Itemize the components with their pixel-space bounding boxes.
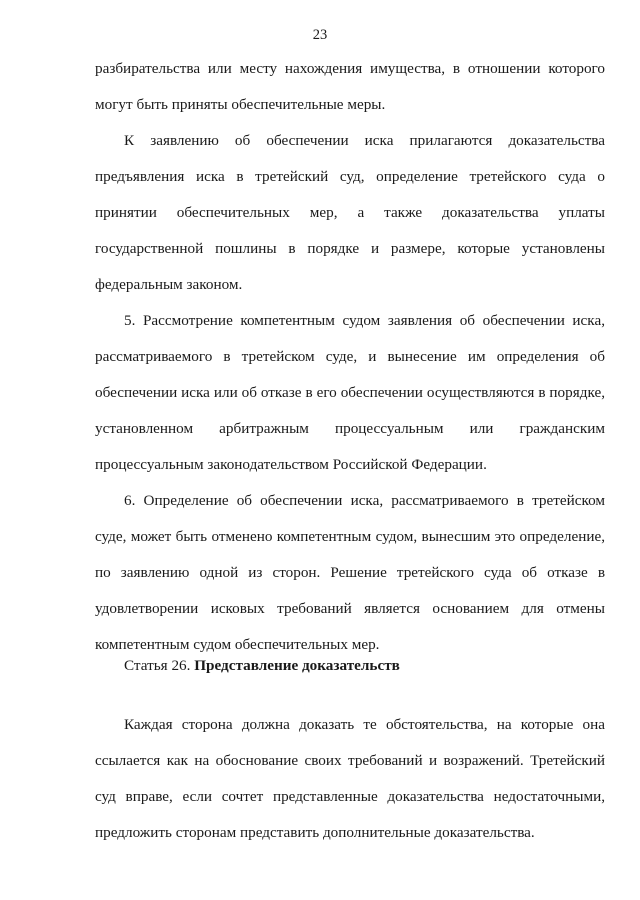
paragraph-item-5: 5. Рассмотрение компетентным судом заявления об обеспечении иска, рассматриваемого в третейском суде, и вынесение им определения об обеспечении иска или об отказе в его обеспечении осуществляются в порядке, установленном арбитражным процессуальным или гражданским процессуальным законодательством Российской Федерации.	[95, 312, 605, 473]
article-paragraph: Каждая сторона должна доказать те обстоятельства, на которые она ссылается как на обоснование своих требований и возражений. Третейский суд вправе, если сочтет представленные доказательства недостаточными, предложить сторонам представить дополнительные доказательства.	[95, 716, 605, 841]
article-heading	[124, 656, 400, 676]
page-number: 23	[312, 27, 328, 43]
paragraph-item-6: 6. Определение об обеспечении иска, рассматриваемого в третейском суде, может быть отменено компетентным судом, вынесшим это определение, по заявлению одной из сторон. Решение третейского суда об отказе в удовлетворении исковых требований является основанием для отмены компетентным судом обеспечительных мер.	[95, 492, 605, 653]
paragraph: К заявлению об обеспечении иска прилагаются доказательства предъявления иска в третейский суд, определение третейского суда о принятии обеспечительных мер, а также доказательства уплаты государственной пошлины в порядке и размере, которые установлены федеральным законом.	[95, 132, 605, 293]
article-title: Представление доказательств	[194, 657, 400, 674]
article-body-block	[95, 707, 605, 851]
paragraph-continuation: разбирательства или месту нахождения имущества, в отношении которого могут быть приняты обеспечительные меры.	[95, 60, 605, 113]
article-number: Статья 26.	[124, 657, 191, 674]
body-text-block	[95, 51, 605, 663]
